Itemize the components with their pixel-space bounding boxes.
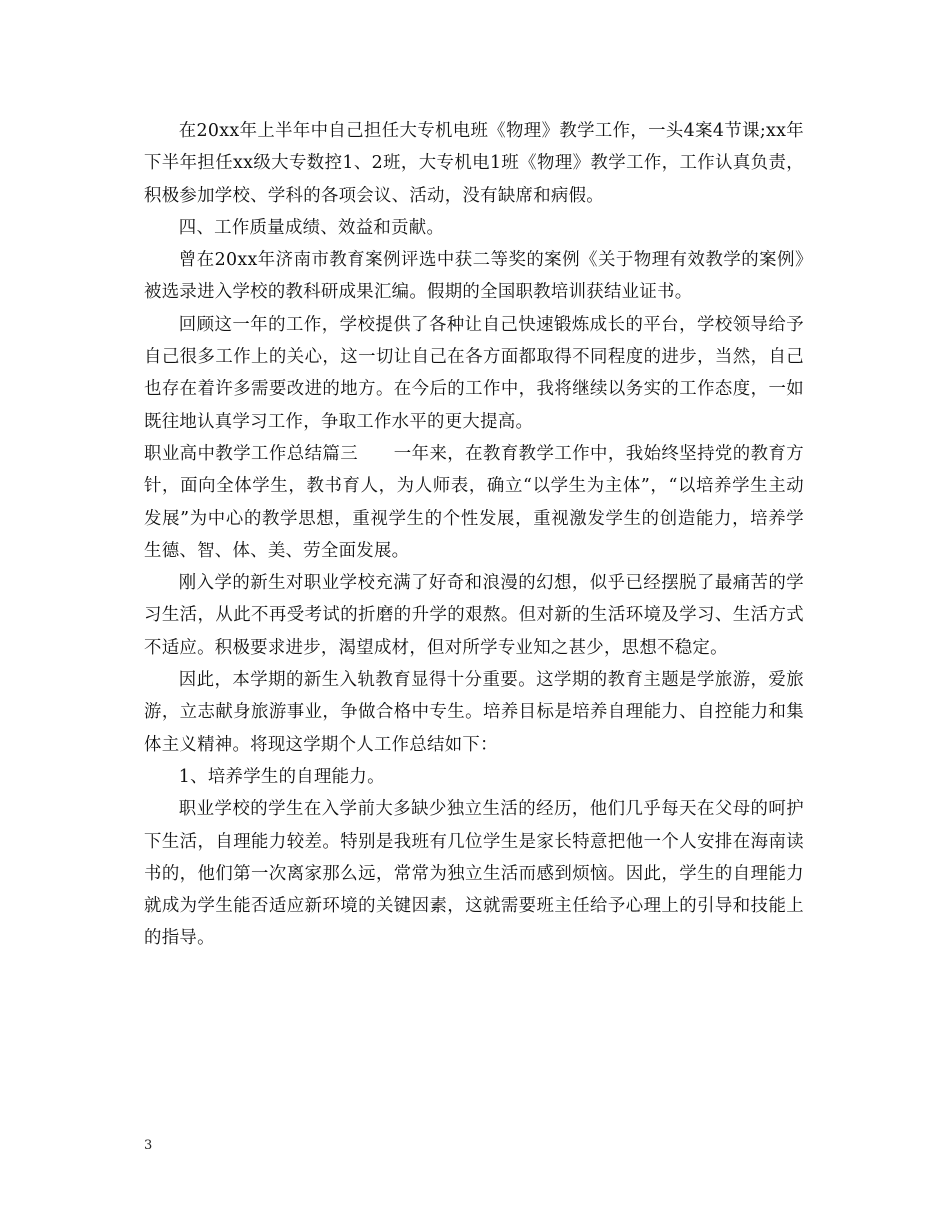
page-number: 3 [144,1138,153,1153]
paragraph-heading-quality: 四、工作质量成绩、效益和贡献。 [178,217,445,238]
document-body [144,115,804,955]
paragraph-heading-self-care: 1、培养学生的自理能力。 [178,766,385,787]
paragraph-teaching-work: 在20xx年上半年中自己担任大专机电班《物理》教学工作，一头4案4节课;xx年下半年担任xx级大专数控1、2班，大专机电1班《物理》教学工作，工作认真负责，积极参加学校、学科的各项会议、活动，没有缺席和病假。 [144,121,804,206]
paragraph-review: 回顾这一年的工作，学校提供了各种让自己快速锻炼成长的平台，学校领导给予自己很多工作上的关心，这一切让自己在各方面都取得不同程度的进步，当然，自己也存在着许多需要改进的地方。在今后的工作中，我将继续以务实的工作态度，一如既往地认真学习工作，争取工作水平的更大提高。 [144,314,804,432]
paragraph-summary-part-three: 职业高中教学工作总结篇三 一年来，在教育教学工作中，我始终坚持党的教育方针，面向全体学生，教书育人，为人师表，确立“以学生为主体”，“以培养学生主动发展”为中心的教学思想，重视学生的个性发展，重视激发学生的创造能力，培养学生德、智、体、美、劳全面发展。 [144,443,804,561]
paragraph-education-theme: 因此，本学期的新生入轨教育显得十分重要。这学期的教育主题是学旅游，爱旅游，立志献身旅游事业，争做合格中专生。培养目标是培养自理能力、自控能力和集体主义精神。将现这学期个人工作总结如下： [144,670,804,755]
paragraph-new-students: 刚入学的新生对职业学校充满了好奇和浪漫的幻想，似乎已经摆脱了最痛苦的学习生活，从此不再受考试的折磨的升学的艰熬。但对新的生活环境及学习、生活方式不适应。积极要求进步，渴望成材，但对所学专业知之甚少，思想不稳定。 [144,573,804,658]
paragraph-award: 曾在20xx年济南市教育案例评选中获二等奖的案例《关于物理有效教学的案例》被选录进入学校的教科研成果汇编。假期的全国职教培训获结业证书。 [144,250,804,303]
paragraph-self-care-detail: 职业学校的学生在入学前大多缺少独立生活的经历，他们几乎每天在父母的呵护下生活，自理能力较差。特别是我班有几位学生是家长特意把他一个人安排在海南读书的，他们第一次离家那么远，常常为独立生活而感到烦恼。因此，学生的自理能力就成为学生能否适应新环境的关键因素，这就需要班主任给予心理上的引导和技能上的指导。 [144,799,804,949]
